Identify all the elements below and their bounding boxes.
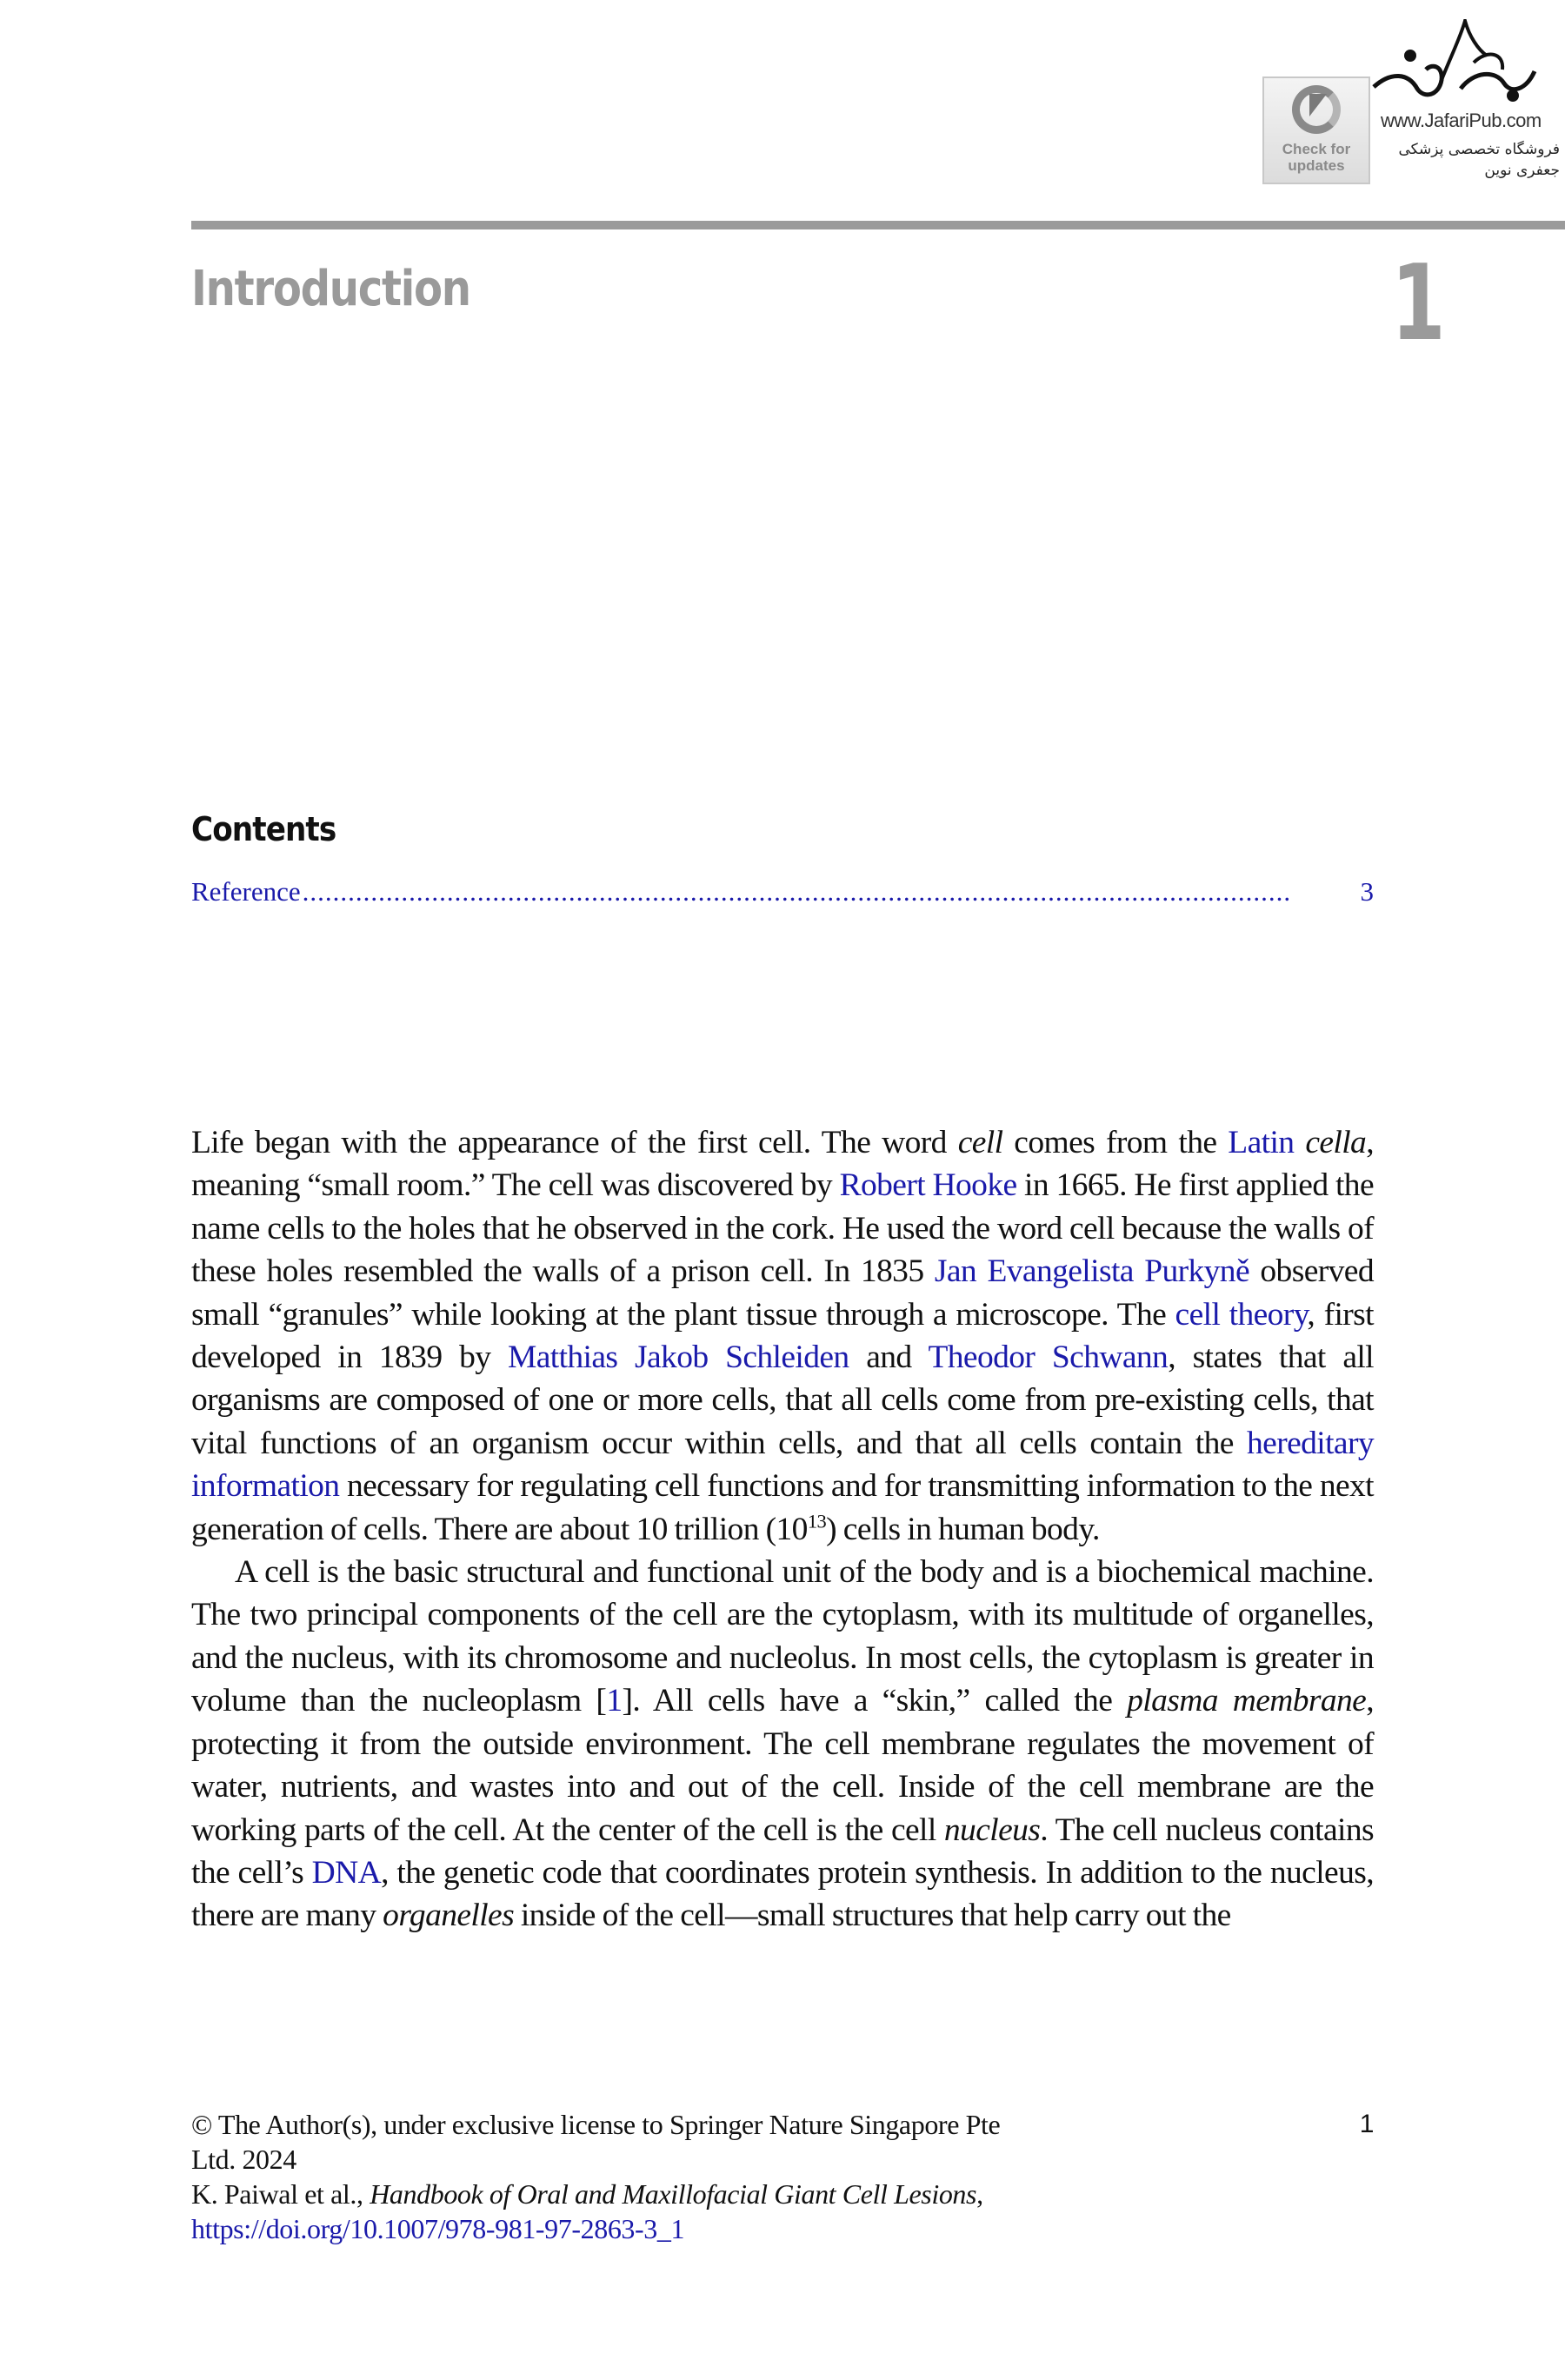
paragraph-1: Life began with the appearance of the first cell. The word cell comes from the Latin cella, meaning “small room.” The cell was discovered by Robert Hooke in 1665. He first applied the name cells to the holes that he observed in the cork. He used the word cell because the walls of these holes resembled the walls of a prison cell. In 1835 Jan Evangelista Purkyně observed small “granules” while looking at the plant tissue through a microscope. The cell theory, first developed in 1839 by Matthias Jakob Schleiden and Theodor Schwann, states that all organisms are composed of one or more cells, that all cells come from pre-existing cells, that vital functions of an organism occur within cells, and that all cells contain the hereditary information necessary for regulating cell functions and for transmitting information to the next generation of cells. There are about 10 trillion $(10^{13})$ cells in human body. — [191, 1125, 1375, 1547]
link-schleiden[interactable]: Matthias Jakob Schleiden — [507, 1340, 849, 1376]
link-robert-hooke[interactable]: Robert Hooke — [839, 1167, 1017, 1204]
emphasis-plasma-membrane: plasma membrane — [1127, 1683, 1367, 1719]
reference-link-1[interactable]: 1 — [606, 1683, 623, 1719]
watermark-tagline: فروشگاه تخصصی پزشکی جعفری نوین — [1398, 141, 1560, 179]
check-for-updates-label: Check for updates — [1282, 141, 1351, 174]
page-footer — [191, 2107, 1374, 2246]
toc-leader-dots: .................................................................................................................................. — [302, 876, 1292, 907]
link-dna[interactable]: DNA — [311, 1854, 382, 1891]
contents-heading: Contents — [191, 810, 336, 848]
emphasis-nucleus: nucleus — [943, 1812, 1041, 1848]
citation: K. Paiwal et al., Handbook of Oral and Maxillofacial Giant Cell Lesions, — [191, 2178, 983, 2210]
jafaripub-logo-icon — [1356, 19, 1543, 106]
copyright-line-2: Ltd. 2024 — [191, 2144, 296, 2175]
watermark-url: www.JafariPub.com — [1381, 110, 1542, 131]
paragraph-2: A cell is the basic structural and functional unit of the body and is a biochemical machine. The two principal components of the cell are the cytoplasm, with its multitude of organelles, and the nucleus, with its chromosome and nucleolus. In most cells, the cytoplasm is greater in volume than the nucleoplasm [1]. All cells have a “skin,” called the plasma membrane, protecting it from the outside environment. The cell membrane regulates the movement of water, nutrients, and wastes into and out of the cell. Inside of the cell membrane are the working parts of the cell. At the center of the cell is the cell nucleus. The cell nucleus contains the cell’s DNA, the genetic code that coordinates protein synthesis. In addition to the nucleus, there are many organelles inside of the cell—small structures that help carry out the — [191, 1554, 1374, 1934]
link-schwann[interactable]: Theodor Schwann — [928, 1340, 1169, 1376]
emphasis-cell: cell — [957, 1125, 1003, 1160]
toc-item-reference[interactable] — [191, 876, 1374, 907]
crossmark-bookmark-icon — [1309, 94, 1327, 116]
link-latin[interactable]: Latin — [1228, 1125, 1295, 1160]
emphasis-organelles: organelles — [383, 1898, 515, 1934]
superscript-exponent: 13 — [807, 1510, 827, 1532]
chapter-number: 1 — [1391, 243, 1446, 364]
emphasis-cella: cella — [1305, 1125, 1367, 1160]
copyright-line-1: © The Author(s), under exclusive license to Springer Nature Singapore Pte — [191, 2109, 1001, 2140]
link-purkyne[interactable]: Jan Evangelista Purkyně — [934, 1253, 1249, 1290]
body-text — [191, 1121, 1374, 1938]
link-hereditary-information[interactable]: hereditary information — [191, 1425, 1374, 1505]
toc-item-page[interactable]: 3 — [1360, 876, 1374, 907]
link-cell-theory[interactable]: cell theory — [1175, 1296, 1308, 1333]
check-for-updates-badge[interactable] — [1262, 76, 1370, 184]
chapter-title: Introduction — [191, 261, 470, 317]
chapter-rule — [191, 221, 1565, 229]
book-title: Handbook of Oral and Maxillofacial Giant Cell Lesions — [370, 2178, 977, 2210]
toc-item-label[interactable]: Reference — [191, 876, 301, 907]
doi-link[interactable]: https://doi.org/10.1007/978-981-97-2863-3_1 — [191, 2213, 685, 2244]
page-number: 1 — [1359, 2110, 1374, 2138]
